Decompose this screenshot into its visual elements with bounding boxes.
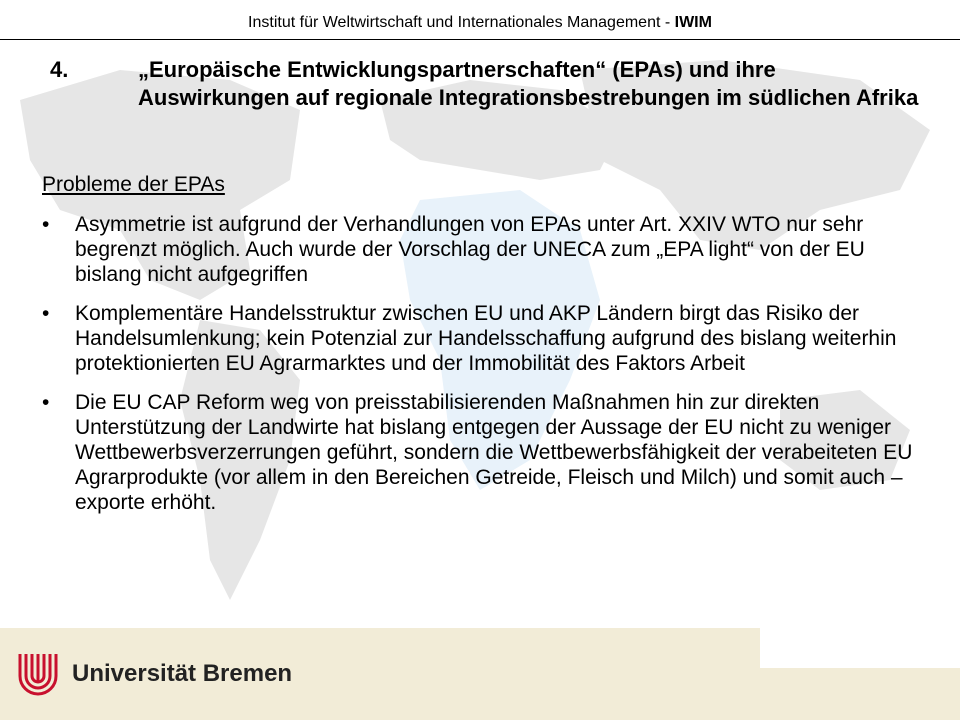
institute-abbreviation: IWIM [674, 14, 712, 31]
university-name: Universität Bremen [72, 660, 293, 687]
header-divider [0, 39, 960, 40]
bullet-item [42, 390, 922, 515]
footer-band-right [760, 668, 960, 720]
bullet-marker: • [42, 213, 50, 236]
slide-title [50, 56, 930, 112]
university-logo-icon [14, 650, 62, 698]
bullet-item [42, 212, 922, 287]
section-heading: Probleme der EPAs [42, 173, 225, 196]
institute-name [0, 13, 960, 33]
bullet-list [42, 212, 922, 529]
bullet-marker: • [42, 391, 50, 414]
institute-name-text: Institut für Weltwirtschaft und Internationales Management - [248, 14, 675, 31]
slide-header [0, 0, 960, 40]
bullet-item [42, 301, 922, 376]
bullet-marker: • [42, 302, 50, 325]
bullet-text: Die EU CAP Reform weg von preisstabilisierenden Maßnahmen hin zur direkten Unterstützung der Landwirte hat bislang entgegen der Aussage der EU nicht zu weniger Wettbewerbsverzerrungen geführt, sondern die Wettbewerbsfähigkeit der verabeiteten EU Agrarprodukte (vor allem in den Bereichen Getreide, Fleisch und Milch) und somit auch –exporte erhöht. [75, 391, 913, 514]
bullet-text: Komplementäre Handelsstruktur zwischen EU und AKP Ländern birgt das Risiko der Handelsumlenkung; kein Potenzial zur Handelsschaffung aufgrund des bislang weiterhin protektionierten EU Agrarmarktes und der Immobilität des Faktors Arbeit [75, 302, 897, 375]
section-number: 4. [50, 57, 69, 82]
section-title: „Europäische Entwicklungspartnerschaften“ (EPAs) und ihre Auswirkungen auf regionale Integrationsbestrebungen im südlichen Afrika [138, 57, 919, 110]
bullet-text: Asymmetrie ist aufgrund der Verhandlungen von EPAs unter Art. XXIV WTO nur sehr begrenzt möglich. Auch wurde der Vorschlag der UNECA zum „EPA light“ von der EU bislang nicht aufgegriffen [75, 213, 865, 286]
